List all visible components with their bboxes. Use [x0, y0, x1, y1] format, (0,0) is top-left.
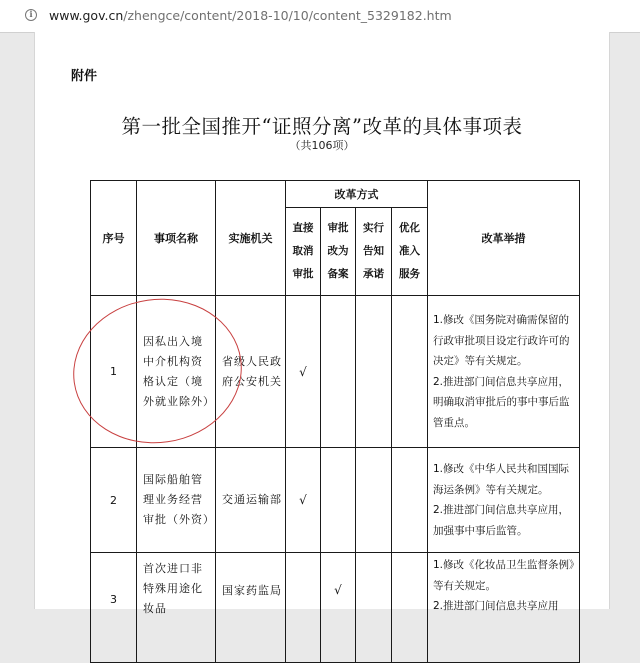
row-check-service — [392, 296, 428, 448]
row-check-filing: √ — [321, 553, 356, 663]
header-measures: 改革举措 — [428, 181, 580, 296]
document-subtitle: （共106项） — [289, 139, 355, 152]
row-index: 2 — [91, 448, 137, 553]
row-check-service — [392, 448, 428, 553]
row-item-name: 国际船舶管理业务经营审批（外资） — [137, 448, 216, 553]
attachment-label: 附件 — [71, 69, 98, 84]
row-check-commitment — [356, 296, 392, 448]
row-check-cancel: √ — [286, 296, 321, 448]
url-text[interactable] — [49, 8, 452, 23]
table-row — [91, 448, 580, 553]
row-check-cancel — [286, 553, 321, 663]
measure-item: 2.推进部门间信息共享应用，明确取消审批后的事中事后监管重点。 — [433, 375, 570, 429]
table-header-row — [91, 181, 580, 208]
row-check-commitment — [356, 553, 392, 663]
info-icon[interactable]: i — [25, 9, 37, 21]
address-bar[interactable] — [0, 0, 640, 33]
url-path: /zhengce/content/2018-10/10/content_5329182.htm — [123, 8, 452, 23]
measure-item: 2.推进部门间信息共享应用，加强事中事后监管。 — [433, 504, 570, 537]
row-measures — [428, 553, 580, 663]
header-method-filing: 审批改为备案 — [321, 208, 356, 296]
row-check-filing — [321, 448, 356, 553]
header-method-cancel: 直接取消审批 — [286, 208, 321, 296]
measure-item: 1.修改《中华人民共和国国际海运条例》等有关规定。 — [433, 463, 570, 496]
header-index: 序号 — [91, 181, 137, 296]
header-reform-method: 改革方式 — [286, 181, 428, 208]
row-index: 1 — [91, 296, 137, 448]
header-method-commitment: 实行告知承诺 — [356, 208, 392, 296]
document-title: 第一批全国推开“证照分离”改革的具体事项表 — [121, 115, 523, 138]
header-method-service: 优化准入服务 — [392, 208, 428, 296]
measure-item: 1.修改《化妆品卫生监督条例》等有关规定。 — [433, 559, 575, 592]
url-host: www.gov.cn — [49, 8, 124, 23]
row-item-name: 首次进口非特殊用途化妆品 — [137, 553, 216, 663]
row-index: 3 — [91, 553, 137, 663]
measure-item: 2.推进部门间信息共享应用 — [433, 600, 559, 612]
header-agency: 实施机关 — [216, 181, 286, 296]
row-agency: 交通运输部 — [216, 448, 286, 553]
row-check-service — [392, 553, 428, 663]
table-row — [91, 296, 580, 448]
header-item-name: 事项名称 — [137, 181, 216, 296]
row-agency: 省级人民政府公安机关 — [216, 296, 286, 448]
row-item-name: 因私出入境中介机构资格认定（境外就业除外） — [137, 296, 216, 448]
measure-item: 1.修改《国务院对确需保留的行政审批项目设定行政许可的决定》等有关规定。 — [433, 314, 570, 367]
row-measures — [428, 448, 580, 553]
row-check-filing — [321, 296, 356, 448]
row-agency: 国家药监局 — [216, 553, 286, 663]
row-measures — [428, 296, 580, 448]
table-row — [91, 553, 580, 663]
document-page — [34, 32, 610, 615]
row-check-commitment — [356, 448, 392, 553]
reform-items-table — [90, 180, 580, 663]
row-check-cancel: √ — [286, 448, 321, 553]
